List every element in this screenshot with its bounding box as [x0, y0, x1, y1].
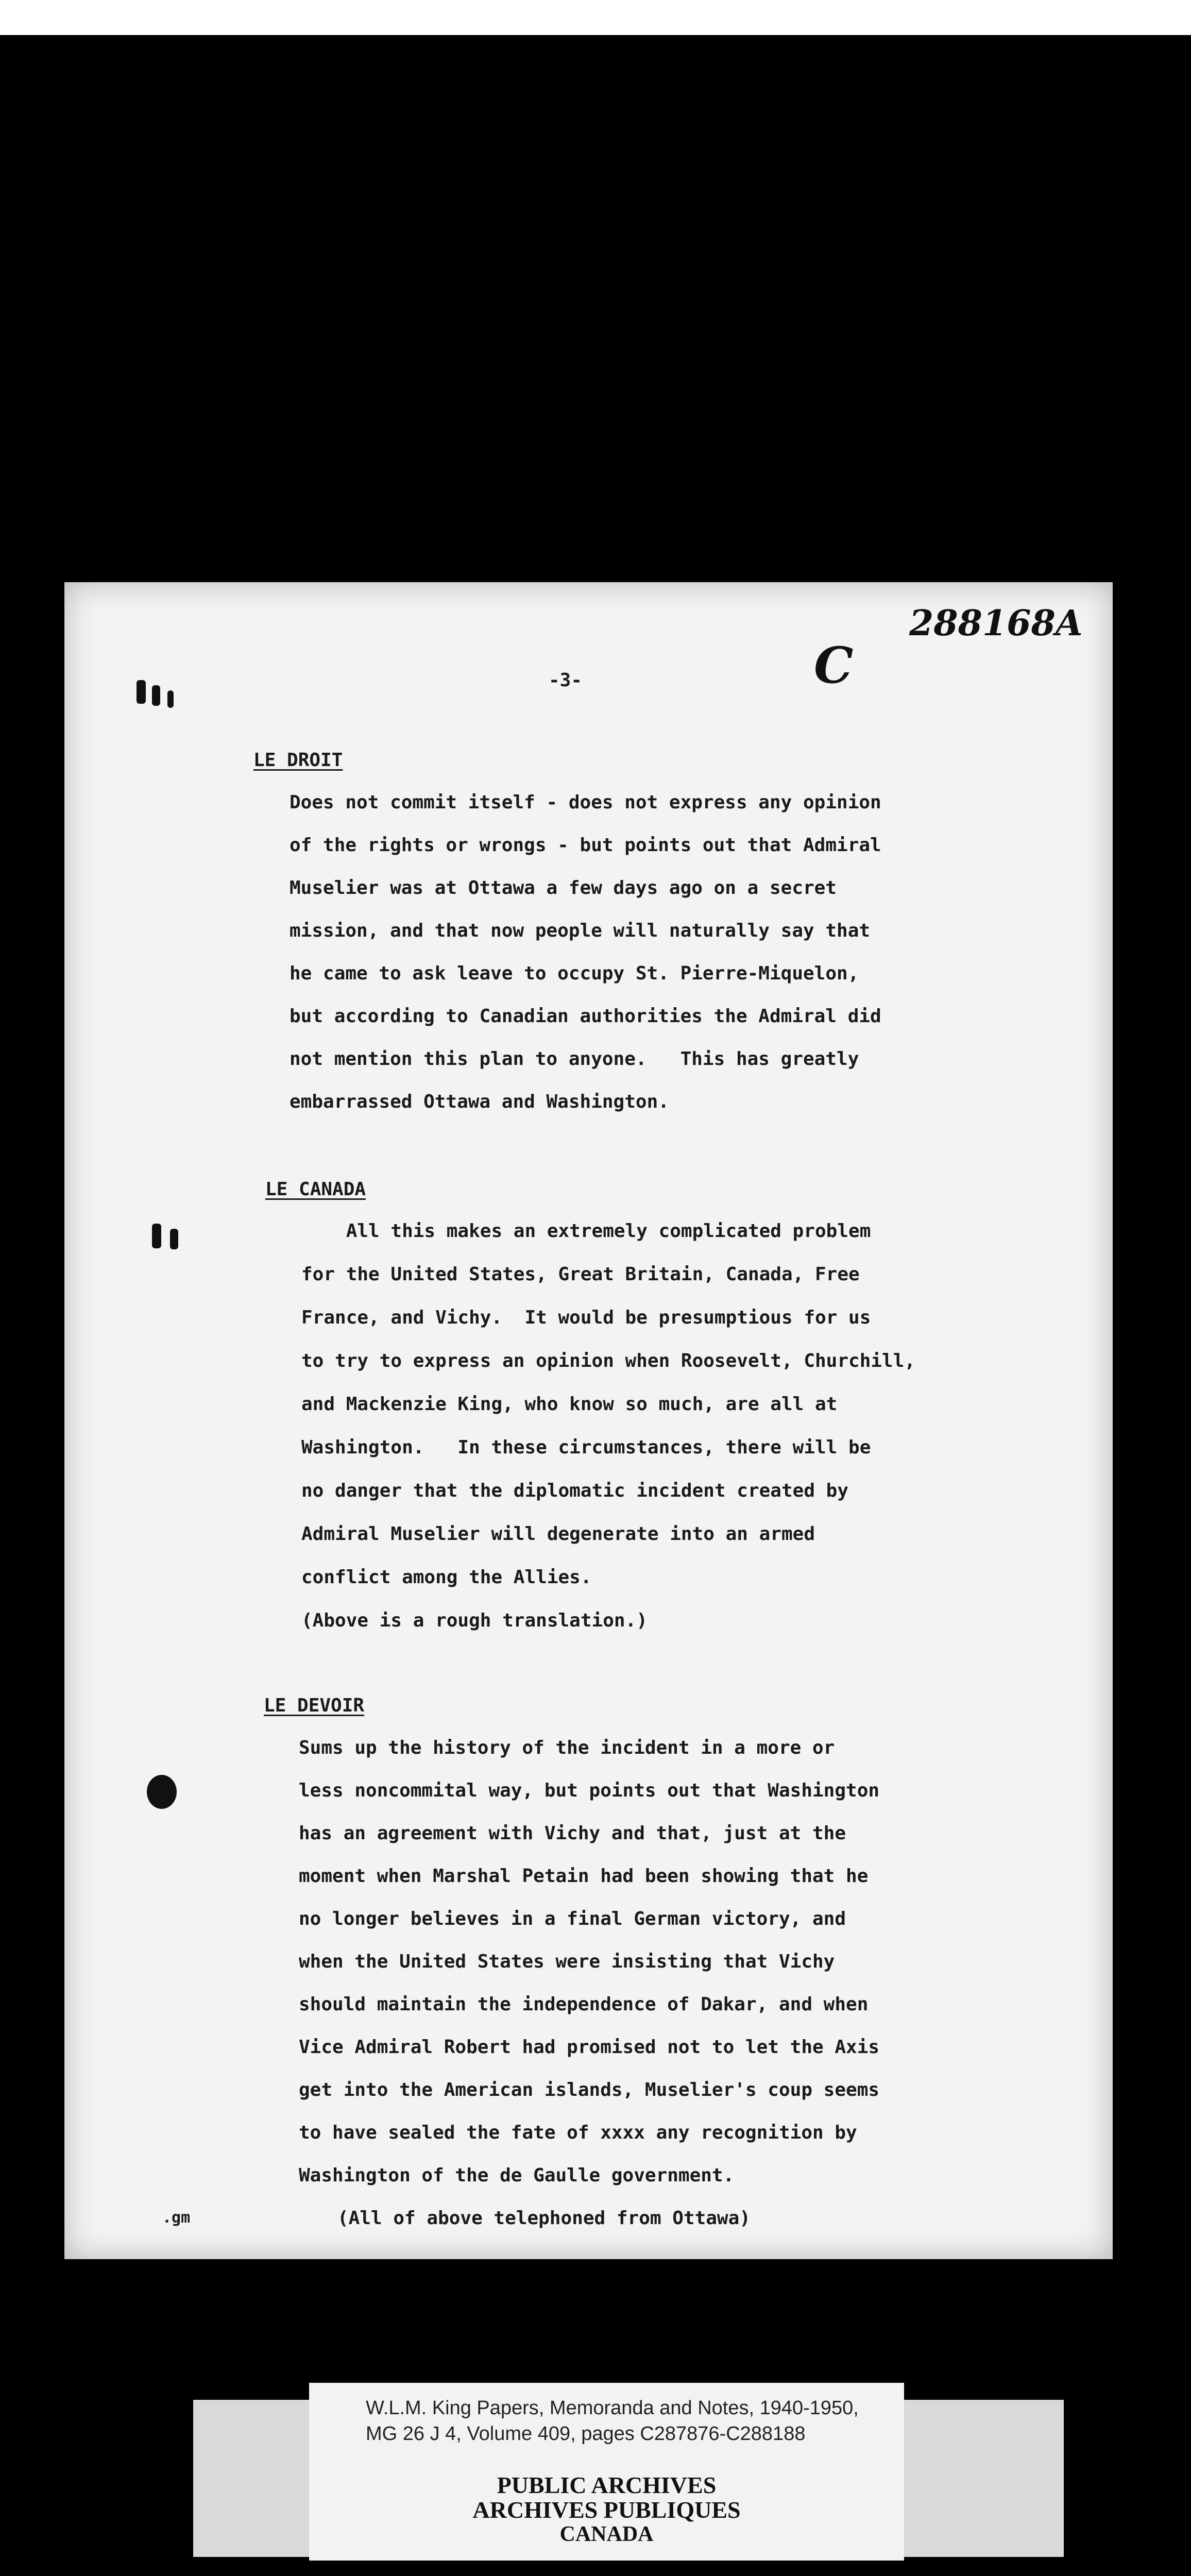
top-margin-strip [0, 0, 1191, 35]
section-heading: LE DEVOIR [264, 1695, 365, 1716]
text-line: Vice Admiral Robert had promised not to let the Axis [299, 2037, 880, 2058]
page-number: -3- [549, 670, 583, 691]
text-line: conflict among the Allies. [301, 1567, 592, 1588]
text-line: should maintain the independence of Dakar, and when [299, 1994, 869, 2015]
label-side-left [193, 2400, 309, 2557]
document-page [64, 582, 1113, 2259]
section-heading: LE DROIT [253, 750, 343, 771]
text-line: less noncommital way, but points out that Washington [299, 1780, 880, 1801]
text-line: when the United States were insisting that Vichy [299, 1951, 835, 1972]
text-line: and Mackenzie King, who know so much, are all at [301, 1394, 838, 1415]
text-line: not mention this plan to anyone. This has greatly [290, 1048, 859, 1070]
section-heading: LE CANADA [265, 1179, 366, 1200]
stamp-line: ARCHIVES PUBLIQUES [472, 2497, 741, 2523]
citation-line: W.L.M. King Papers, Memoranda and Notes, 1940-1950, [366, 2397, 859, 2419]
margin-mark [152, 1224, 161, 1248]
text-line: of the rights or wrongs - but points out that Admiral [290, 835, 881, 856]
footer-note: (All of above telephoned from Ottawa) [337, 2208, 751, 2229]
text-line: mission, and that now people will naturally say that [290, 920, 871, 941]
archive-number: 288168A [909, 603, 1083, 644]
ink-blot [147, 1775, 177, 1809]
archive-label [309, 2383, 904, 2561]
typist-initials: .gm [162, 2209, 191, 2227]
corner-mark: C [814, 636, 854, 694]
text-line: to try to express an opinion when Roosevelt, Churchill, [301, 1350, 916, 1371]
text-line: (Above is a rough translation.) [301, 1610, 648, 1631]
text-line: has an agreement with Vichy and that, just at the [299, 1823, 846, 1844]
text-line: but according to Canadian authorities the Admiral did [290, 1006, 881, 1027]
text-line: he came to ask leave to occupy St. Pierre-Miquelon, [290, 963, 859, 984]
citation-line: MG 26 J 4, Volume 409, pages C287876-C288188 [366, 2423, 806, 2445]
text-line: Admiral Muselier will degenerate into an armed [301, 1523, 815, 1545]
text-line: get into the American islands, Muselier's coup seems [299, 2079, 880, 2100]
margin-mark [167, 690, 174, 708]
text-line: for the United States, Great Britain, Canada, Free [301, 1264, 860, 1285]
text-line: Sums up the history of the incident in a more or [299, 1737, 835, 1758]
stamp-line: CANADA [559, 2522, 654, 2546]
margin-mark [170, 1229, 178, 1249]
text-line: Washington. In these circumstances, there will be [301, 1437, 871, 1458]
stamp-line: PUBLIC ARCHIVES [497, 2472, 717, 2498]
text-line: to have sealed the fate of xxxx any recognition by [299, 2122, 857, 2143]
text-line: Does not commit itself - does not express any opinion [290, 792, 881, 813]
label-side-right [904, 2400, 1064, 2557]
text-line: embarrassed Ottawa and Washington. [290, 1091, 669, 1112]
margin-mark [137, 680, 146, 704]
text-line: Muselier was at Ottawa a few days ago on a secret [290, 877, 837, 899]
text-line: Washington of the de Gaulle government. [299, 2165, 735, 2186]
text-line: no longer believes in a final German victory, and [299, 1908, 846, 1929]
text-line: no danger that the diplomatic incident created by [301, 1480, 849, 1501]
text-line: moment when Marshal Petain had been showing that he [299, 1866, 869, 1887]
text-line: All this makes an extremely complicated problem [301, 1221, 871, 1242]
margin-mark [152, 685, 160, 706]
text-line: France, and Vichy. It would be presumptious for us [301, 1307, 871, 1328]
